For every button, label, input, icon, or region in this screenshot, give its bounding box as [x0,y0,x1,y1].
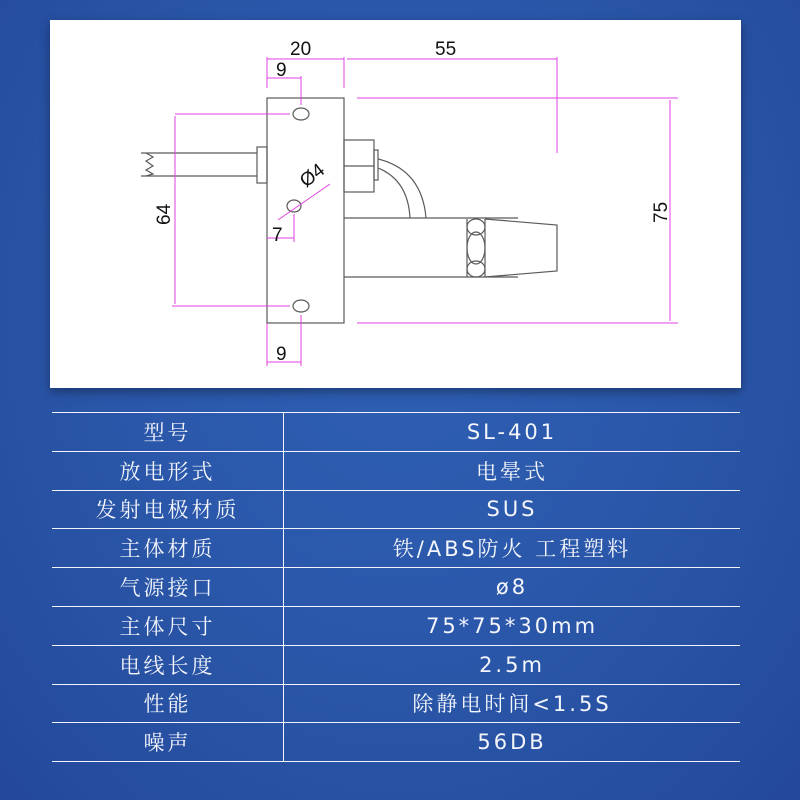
spec-row-model [52,413,740,452]
spec-label: 主体材质 [52,529,284,568]
spec-label: 放电形式 [52,451,284,490]
dim-hole-spacing: 64 [154,203,175,225]
body-block [267,98,344,323]
spec-value: 75*75*30mm [284,606,741,645]
spec-table [52,412,740,762]
spec-value: 电晕式 [284,451,741,490]
spec-row-cable-length [52,645,740,684]
spec-label: 主体尺寸 [52,606,284,645]
spec-label: 型号 [52,413,284,452]
spec-value: 铁/ABS防火 工程塑料 [284,529,741,568]
spec-label: 发射电极材质 [52,490,284,529]
spec-value: 2.5m [284,645,741,684]
spec-label: 性能 [52,684,284,723]
dim-top-total: 20 [290,39,312,60]
dim-top-hole-offset: 9 [276,60,287,81]
spec-value: 除静电时间<1.5S [284,684,741,723]
dim-bottom-hole-offset: 9 [276,344,287,365]
spec-row-body-size [52,606,740,645]
spec-label: 气源接口 [52,568,284,607]
spec-row-noise [52,723,740,762]
spec-value: ø8 [284,568,741,607]
spec-value: 56DB [284,723,741,762]
dimension-drawing-card [50,20,741,388]
dim-hole-diameter: Ø4 [296,159,330,192]
spec-row-body-material [52,529,740,568]
spec-label: 噪声 [52,723,284,762]
spec-value: SL-401 [284,413,741,452]
spec-label: 电线长度 [52,645,284,684]
spec-value: SUS [284,490,741,529]
dim-nozzle-span: 55 [435,39,457,60]
spec-row-discharge-type [52,451,740,490]
dim-side-hole-offset: 7 [272,225,283,246]
technical-drawing [50,20,741,388]
spec-row-electrode-material [52,490,740,529]
spec-row-performance [52,684,740,723]
spec-row-air-inlet [52,568,740,607]
dim-total-height: 75 [651,201,672,223]
